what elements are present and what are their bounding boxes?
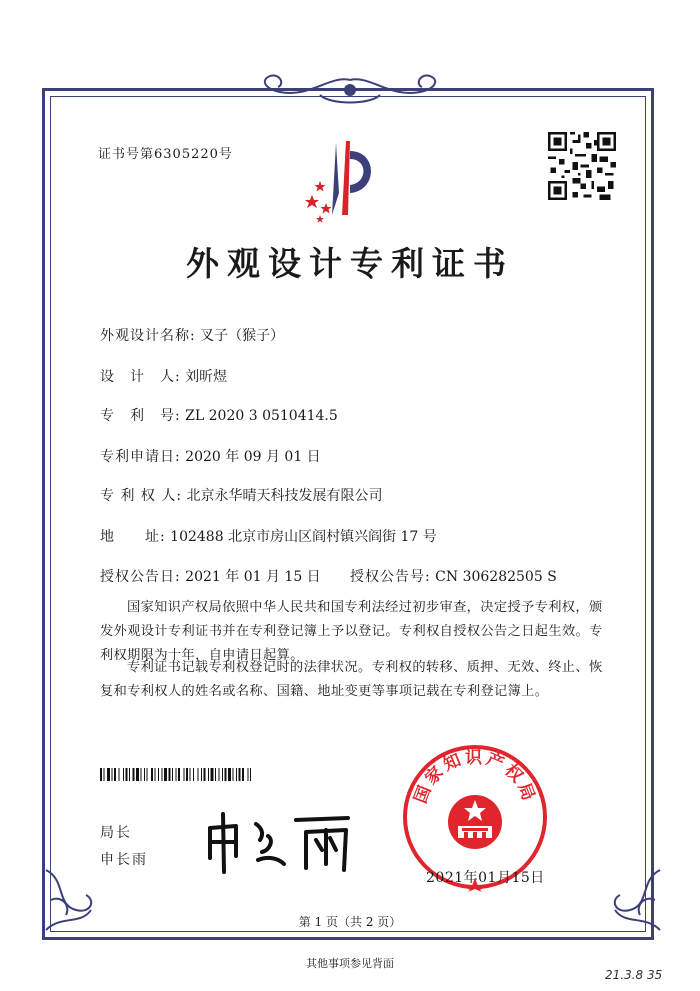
director-name: 申长雨 — [100, 852, 148, 868]
seal-date: 2021年01月15日 — [426, 870, 545, 886]
grant-statement-paragraph: 国家知识产权局依照中华人民共和国专利法经过初步审查，决定授予专利权，颁发外观设计专利证书并在专利登记簿上予以登记。专利权自授权公告之日起生效。专利权期限为十年，自申请日起算。 — [100, 600, 603, 663]
filing-date-value: 2020 年 09 月 01 日 — [185, 449, 321, 465]
filing-date-label: 专利申请日: — [100, 449, 181, 465]
patentee-value: 北京永华晴天科技发展有限公司 — [186, 488, 383, 504]
grant-date-row — [100, 566, 321, 586]
grant-number-label: 授权公告号: — [350, 569, 431, 585]
director-title: 局长 — [100, 825, 132, 841]
qr-code — [548, 132, 616, 200]
patentee-label: 专 利 权 人: — [100, 488, 183, 504]
design-name-value: 叉子（猴子） — [200, 328, 285, 344]
patent-number-row — [100, 405, 338, 425]
address-row — [100, 526, 437, 546]
certificate-title: 外观设计专利证书 — [186, 244, 514, 283]
barcode — [100, 768, 362, 781]
grant-number-value: CN 306282505 S — [435, 569, 557, 585]
handwritten-margin-note: 21.3.8 35 — [605, 968, 663, 982]
address-label: 地 址: — [100, 529, 166, 545]
certificate-number: 证书号第6305220号 — [98, 147, 233, 162]
cnipa-logo-icon — [298, 133, 378, 223]
design-name-label: 外观设计名称: — [100, 328, 196, 344]
svg-text:国家知识产权局: 国家知识产权局 — [410, 747, 540, 807]
patent-number-label: 专 利 号: — [100, 408, 181, 424]
grant-date-label: 授权公告日: — [100, 569, 181, 585]
director-signature — [198, 806, 358, 876]
footer-note: 其他事项参见背面 — [306, 957, 394, 970]
patent-number-value: ZL 2020 3 0510414.5 — [185, 408, 338, 424]
top-ornament — [250, 70, 450, 110]
designer-value: 刘昕煜 — [185, 369, 228, 385]
filing-date-row — [100, 446, 321, 466]
design-name-row — [100, 325, 284, 345]
grant-date-value: 2021 年 01 月 15 日 — [185, 569, 321, 585]
grant-number-row — [350, 566, 557, 586]
legal-status-paragraph: 专利证书记载专利权登记时的法律状况。专利权的转移、质押、无效、终止、恢复和专利权人的姓名或名称、国籍、地址变更等事项记载在专利登记簿上。 — [100, 660, 603, 699]
page-indicator: 第 1 页（共 2 页） — [298, 915, 402, 929]
designer-row — [100, 366, 227, 386]
patentee-row — [100, 485, 383, 505]
designer-label: 设 计 人: — [100, 369, 181, 385]
address-value: 102488 北京市房山区阎村镇兴阎街 17 号 — [170, 529, 437, 545]
